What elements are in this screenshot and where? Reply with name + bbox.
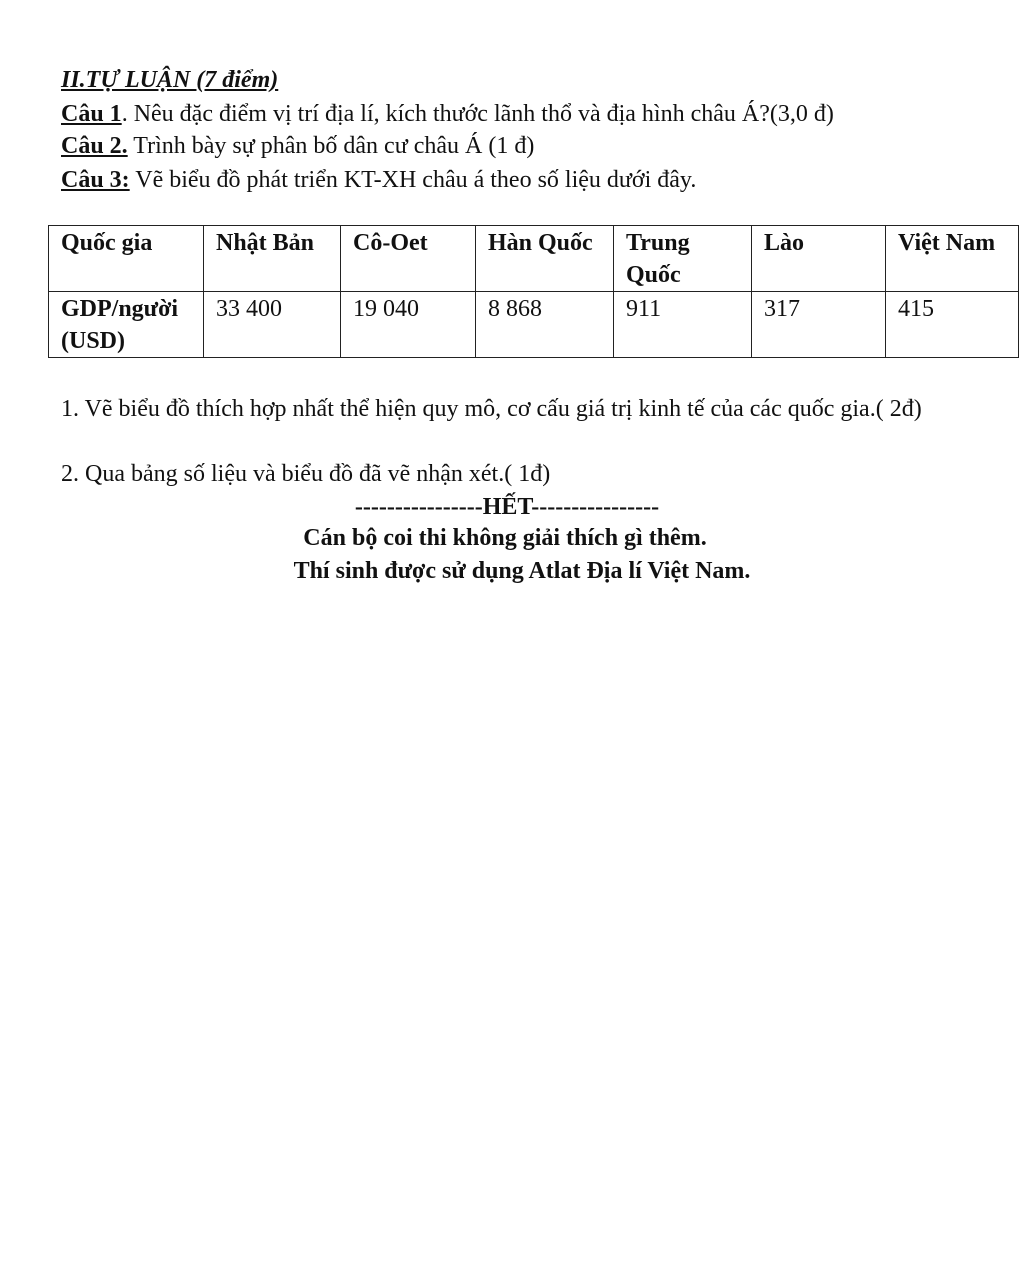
table-header-cell: Lào (752, 226, 886, 292)
question-3-label: Câu 3: (61, 167, 130, 193)
table-row-label: GDP/người (USD) (49, 292, 204, 358)
question-2-label: Câu 2. (61, 133, 128, 159)
gdp-table (48, 225, 1019, 358)
table-cell: 19 040 (341, 292, 476, 358)
end-marker: ----------------HẾT---------------- (354, 494, 660, 520)
table-header-cell: Trung Quốc (614, 226, 752, 292)
question-1-text: . Nêu đặc điểm vị trí địa lí, kích thước lãnh thổ và địa hình châu Á?(3,0 đ) (121, 101, 834, 127)
footer-note-1: Cán bộ coi thi không giải thích gì thêm. (303, 525, 707, 551)
table-row (49, 292, 1019, 358)
table-header-cell: Việt Nam (886, 226, 1019, 292)
table-cell: 33 400 (204, 292, 341, 358)
question-1-label: Câu 1 (61, 101, 122, 127)
table-header-cell: Nhật Bản (204, 226, 341, 292)
table-cell: 317 (752, 292, 886, 358)
section-title: II.TỰ LUẬN (7 điểm) (61, 67, 279, 93)
table-cell: 415 (886, 292, 1019, 358)
question-3 (61, 164, 696, 196)
task-2: 2. Qua bảng số liệu và biểu đồ đã vẽ nhận xét.( 1đ) (61, 461, 551, 487)
question-3-text: Vẽ biểu đồ phát triển KT-XH châu á theo số liệu dưới đây. (129, 167, 697, 193)
table-header-row (49, 226, 1019, 292)
table-header-cell: Hàn Quốc (476, 226, 614, 292)
task-1: 1. Vẽ biểu đồ thích hợp nhất thể hiện quy mô, cơ cấu giá trị kinh tế của các quốc gia.( 2đ) (61, 396, 922, 422)
question-1 (61, 98, 834, 130)
table-cell: 911 (614, 292, 752, 358)
table-header-cell: Quốc gia (49, 226, 204, 292)
table-cell: 8 868 (476, 292, 614, 358)
question-2 (61, 130, 534, 162)
footer-note-2: Thí sinh được sử dụng Atlat Địa lí Việt Nam. (293, 558, 751, 584)
table-header-cell: Cô-Oet (341, 226, 476, 292)
question-2-text: Trình bày sự phân bố dân cư châu Á (1 đ) (127, 133, 535, 159)
